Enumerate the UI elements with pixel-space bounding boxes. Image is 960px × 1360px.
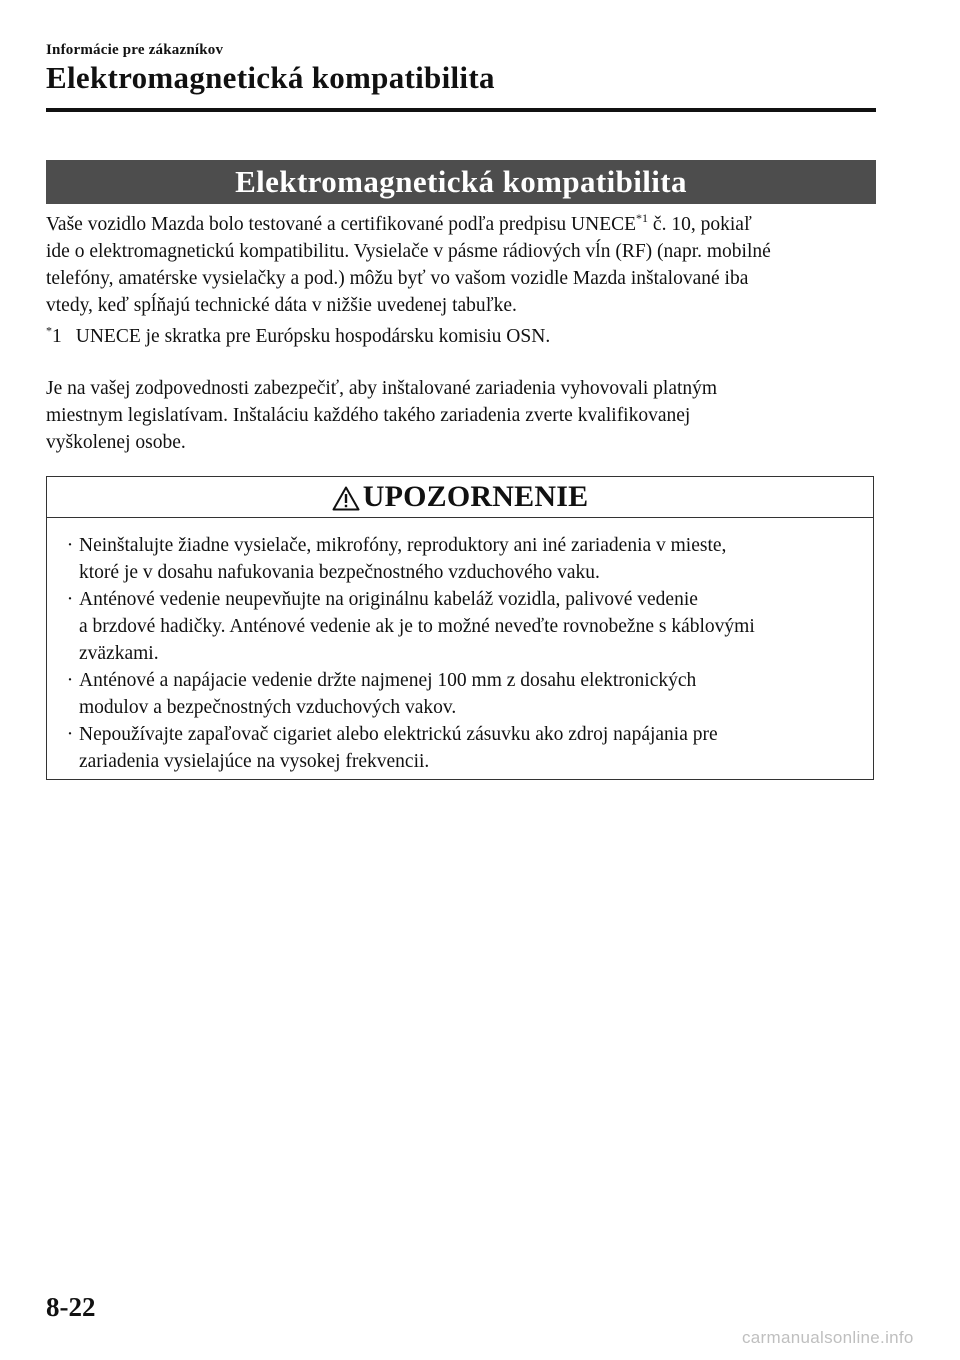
warning-list (61, 532, 871, 775)
page-number: 8-22 (46, 1292, 96, 1322)
running-page-title: Elektromagnetická kompatibilita (46, 60, 495, 95)
warning-item-line: zväzkami. (79, 643, 159, 664)
intro-line-2: ide o elektromagnetickú kompatibilitu. Vysielače v pásme rádiových vĺn (RF) (napr. mobilné (46, 241, 771, 262)
footnote-text: UNECE je skratka pre Európsku hospodársku komisiu OSN. (75, 326, 551, 347)
warning-item (61, 586, 871, 667)
intro-line-1b: č. 10, pokiaľ (648, 214, 752, 235)
bullet: · (66, 724, 74, 745)
warning-item-line: Nepoužívajte zapaľovač cigariet alebo elektrickú zásuvku ako zdroj napájania pre (79, 724, 718, 745)
responsibility-line-1: Je na vašej zodpovednosti zabezpečiť, aby inštalované zariadenia vyhovovali platným (46, 378, 718, 399)
section-title: Elektromagnetická kompatibilita (235, 164, 687, 199)
bullet: · (66, 670, 74, 691)
intro-line-1 (46, 211, 886, 238)
responsibility-line-3: vyškolenej osobe. (46, 432, 186, 453)
warning-item-line: Anténové a napájacie vedenie držte najmenej 100 mm z dosahu elektronických (79, 670, 697, 691)
footnote-reference: *1 (636, 210, 649, 225)
responsibility-paragraph (46, 375, 886, 456)
bullet: · (66, 589, 74, 610)
intro-line-4: vtedy, keď spĺňajú technické dáta v nižšie uvedenej tabuľke. (46, 295, 517, 316)
watermark: carmanualsonline.info (742, 1328, 914, 1347)
warning-item-line: Anténové vedenie neupevňujte na originálnu kabeláž vozidla, palivové vedenie (79, 589, 698, 610)
section-title-banner (46, 160, 876, 204)
intro-line-3: telefóny, amatérske vysielačky a pod.) môžu byť vo vašom vozidle Mazda inštalované iba (46, 268, 749, 289)
warning-item (61, 667, 871, 721)
intro-paragraph (46, 211, 886, 319)
bullet: · (66, 535, 74, 556)
warning-item-line: a brzdové hadičky. Anténové vedenie ak je to možné neveďte rovnobežne s káblovými (79, 616, 755, 637)
warning-title: UPOZORNENIE (362, 480, 589, 513)
warning-item (61, 721, 871, 775)
running-section-label: Informácie pre zákazníkov (46, 42, 224, 58)
warning-header (47, 477, 873, 518)
footnote (46, 323, 886, 350)
warning-item-line: ktoré je v dosahu nafukovania bezpečnostného vzduchového vaku. (79, 562, 600, 583)
responsibility-line-2: miestnym legislatívam. Inštaláciu každého takého zariadenia zverte kvalifikovanej (46, 405, 691, 426)
warning-box (46, 476, 874, 780)
warning-triangle-icon (332, 486, 360, 511)
warning-item-line: modulov a bezpečnostných vzduchových vakov. (79, 697, 457, 718)
warning-item-line: Neinštalujte žiadne vysielače, mikrofóny, reproduktory ani iné zariadenia v mieste, (79, 535, 727, 556)
warning-item (61, 532, 871, 586)
intro-line-1a: Vaše vozidlo Mazda bolo testované a certifikované podľa predpisu UNECE (46, 214, 637, 235)
footnote-marker: *1 (46, 323, 62, 347)
warning-item-line: zariadenia vysielajúce na vysokej frekvencii. (79, 751, 430, 772)
header-divider (46, 108, 876, 112)
